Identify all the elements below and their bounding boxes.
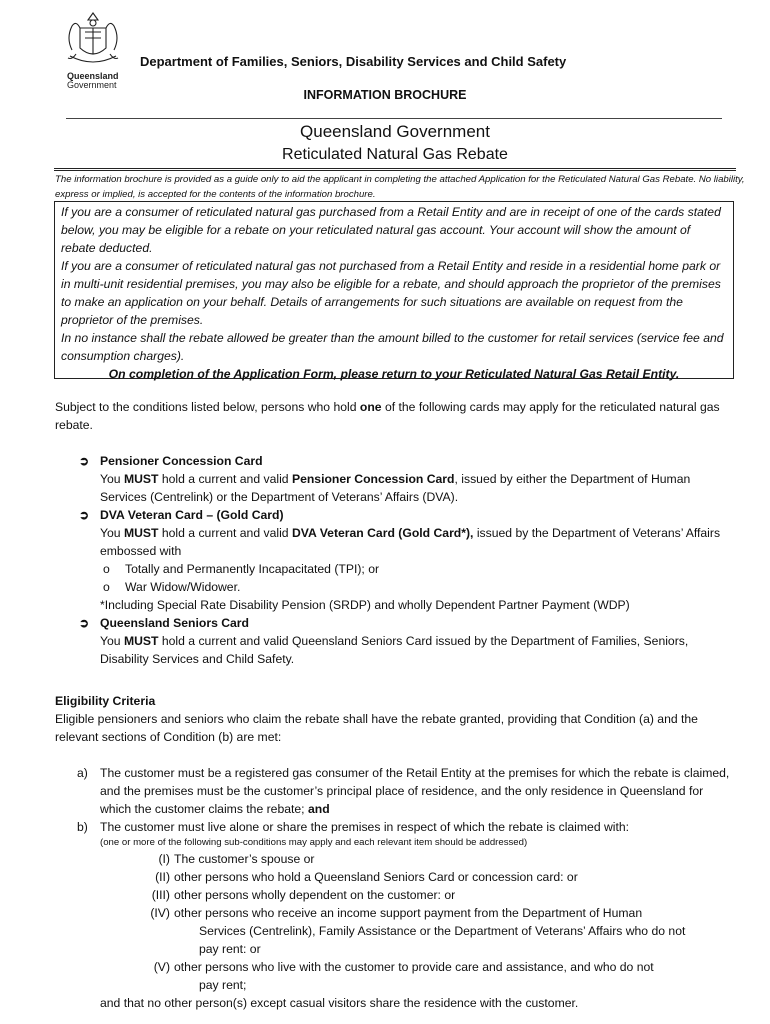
card-dva-title [55, 506, 735, 524]
sub-condition-label: (III) [151, 888, 170, 902]
arrow-bullet-icon: ➲ [79, 508, 90, 522]
header-divider [66, 118, 722, 119]
eligibility-intro: Eligible pensioners and seniors who claim the rebate shall have the rebate granted, providing that Condition (a) and the relevant sections of Condition (b) are met: [55, 712, 698, 744]
sub-condition-text: other persons wholly dependent on the customer: or [174, 888, 456, 902]
condition-label: a) [77, 766, 88, 780]
condition-a [55, 764, 735, 818]
eligibility-section [55, 692, 735, 1012]
intro-text: Subject to the conditions listed below, persons who hold [55, 400, 360, 414]
must-emphasis: MUST [123, 634, 159, 648]
desc-text: You [100, 472, 124, 486]
notice-paragraph-3: In no instance shall the rebate allowed be greater than the amount billed to the customer for retail services (service fee and consumption charges). [61, 331, 724, 363]
card-name-emphasis: DVA Veteran Card (Gold Card*), [291, 526, 474, 540]
must-emphasis: MUST [123, 526, 159, 540]
sub-condition-text-cont: pay rent; [199, 978, 247, 992]
arrow-bullet-icon: ➲ [79, 616, 90, 630]
dva-sub-item [55, 560, 735, 578]
sub-condition-text: The customer’s spouse or [174, 852, 315, 866]
sub-condition [55, 850, 735, 868]
logo-line-2: Government [67, 80, 117, 90]
logo-line-1: Queensland [67, 71, 119, 81]
desc-text: issued by the Department of Veterans’ Affairs embossed with [100, 526, 721, 558]
sub-condition [55, 868, 735, 886]
desc-text: You [100, 526, 124, 540]
sub-condition-label: (V) [153, 960, 170, 974]
sub-condition [55, 886, 735, 904]
card-pensioner-description [55, 470, 735, 506]
sub-condition [55, 958, 735, 994]
eligibility-heading: Eligibility Criteria [55, 694, 156, 708]
desc-text: , issued by either the Department of Human Services (Centrelink) or the Department of Veterans’ Affairs (DVA). [100, 472, 691, 504]
desc-text: hold a current and valid [158, 526, 292, 540]
sub-condition-text: other persons who hold a Queensland Seniors Card or concession card: or [174, 870, 578, 884]
dva-footnote: *Including Special Rate Disability Pension (SRDP) and wholly Dependent Partner Payment (WDP) [100, 598, 630, 612]
sub-condition-label: (II) [155, 870, 170, 884]
page-subtitle: Reticulated Natural Gas Rebate [282, 146, 508, 163]
sub-condition [55, 904, 735, 958]
sub-condition-text: other persons who receive an income support payment from the Department of Human [174, 906, 643, 920]
condition-b-note: (one or more of the following sub-conditions may apply and each relevant item should be addressed) [100, 837, 528, 848]
circle-bullet-icon: o [103, 580, 110, 594]
disclaimer-text: The information brochure is provided as a guide only to aid the applicant in completing the attached Application for the Reticulated Natural Gas Rebate. No liability, express or implied, is accepted for the contents of the information brochure. [55, 174, 745, 200]
eligibility-final-note: and that no other person(s) except casual visitors share the residence with the customer. [100, 996, 579, 1010]
arrow-bullet-icon: ➲ [79, 454, 90, 468]
sub-condition-label: (I) [158, 852, 170, 866]
card-name-emphasis: Pensioner Concession Card [291, 472, 455, 486]
desc-text: You [100, 634, 124, 648]
intro-paragraph [55, 398, 735, 434]
desc-text: hold a current and valid [158, 472, 292, 486]
card-title-text: DVA Veteran Card – (Gold Card) [100, 508, 284, 522]
card-seniors-title [55, 614, 735, 632]
notice-return-instruction: On completion of the Application Form, please return to your Reticulated Natural Gas Retail Entity. [108, 367, 680, 381]
condition-text: The customer must live alone or share the premises in respect of which the rebate is claimed with: [100, 820, 630, 834]
dva-sub-item [55, 578, 735, 596]
intro-emphasis: one [359, 400, 382, 414]
notice-box [54, 201, 734, 379]
condition-b [55, 818, 735, 836]
title-divider [54, 168, 736, 171]
sub-condition-text: other persons who live with the customer to provide care and assistance, and who do not [174, 960, 654, 974]
notice-paragraph-1: If you are a consumer of reticulated natural gas purchased from a Retail Entity and are in receipt of one of the cards stated below, you may be eligible for a rebate on your reticulated natural gas account. Your account will show the amount of rebate deducted. [61, 205, 721, 255]
card-title-text: Queensland Seniors Card [100, 616, 249, 630]
sub-condition-text-cont: Services (Centrelink), Family Assistance or the Department of Veterans’ Affairs who do not [199, 924, 686, 938]
sub-item-text: War Widow/Widower. [125, 580, 241, 594]
card-dva-description [55, 524, 735, 560]
condition-text: The customer must be a registered gas consumer of the Retail Entity at the premises for which the rebate is claimed, and the premises must be the customer’s principal place of residence, and the only residence in Queensland for which the customer claims the rebate; [100, 766, 730, 816]
page-title: Queensland Government [300, 122, 490, 141]
condition-and: and [307, 802, 330, 816]
sub-item-text: Totally and Permanently Incapacitated (TPI); or [125, 562, 380, 576]
sub-condition-label: (IV) [150, 906, 170, 920]
department-name: Department of Families, Seniors, Disability Services and Child Safety [140, 54, 567, 69]
card-list [55, 452, 735, 668]
notice-paragraph-2: If you are a consumer of reticulated natural gas not purchased from a Retail Entity and reside in a residential home park or in multi-unit residential premises, you may also be eligible for a rebate, and should approach the proprietor of the premises to make an application on your behalf. Details of arrangements for such situations are available on request from the proprietor of the premises. [61, 259, 721, 327]
desc-text: hold a current and valid Queensland Seniors Card issued by the Department of Families, Seniors, Disability Services and Child Safety. [100, 634, 689, 666]
condition-label: b) [77, 820, 88, 834]
card-pensioner-title [55, 452, 735, 470]
intro-text-end: of the following cards may apply for the reticulated natural gas rebate. [55, 400, 720, 432]
document-type: INFORMATION BROCHURE [303, 88, 467, 102]
card-seniors-description [55, 632, 735, 668]
card-title-text: Pensioner Concession Card [100, 454, 263, 468]
circle-bullet-icon: o [103, 562, 110, 576]
sub-condition-text-cont: pay rent: or [199, 942, 261, 956]
must-emphasis: MUST [123, 472, 159, 486]
